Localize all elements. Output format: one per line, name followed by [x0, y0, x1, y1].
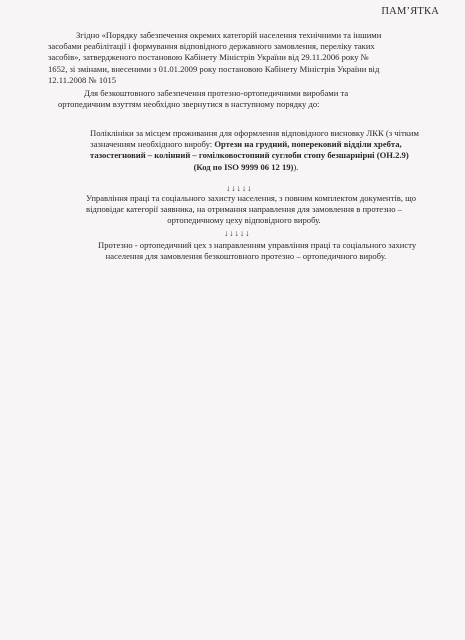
purpose-paragraph: [58, 88, 402, 110]
purpose-line: Для безкоштовного забезпечення протезно-ортопедичними виробами та: [84, 88, 349, 98]
step1-iso-code: (Код по ISO 9999 06 12 19): [193, 161, 294, 172]
step1-line: [90, 150, 409, 161]
step3-line: населення для замовлення безкоштовного протезно – ортопедичного виробу.: [105, 251, 387, 262]
intro-line: Згідно «Порядку забезпечення окремих категорій населення технічними та іншими: [76, 30, 382, 40]
intro-line: 1652, зі змінами, внесеними з 01.01.2009 року постановою Кабінету Міністрів України від: [48, 63, 380, 74]
step2-line: Управління праці та соціального захисту населення, з повним комплектом документів, що: [86, 193, 417, 203]
step1-device-name-cont: тазостегновий – колінний – гомілковостопний суглоби стопу безшарнірні (ОН.2.9): [90, 150, 409, 161]
step1-line: [90, 162, 402, 173]
down-arrows-icon: ↓↓↓↓↓: [224, 228, 251, 238]
intro-paragraph: [48, 30, 416, 86]
intro-line: засобів», затвердженого постановою Кабінету Міністрів України від 29.11.2006 року №: [48, 52, 369, 63]
step-social-protection: [86, 193, 417, 227]
purpose-line: ортопедичним взуттям необхідно звернутися в наступному порядку до:: [58, 99, 320, 110]
step1-prefix: зазначенням необхідного виробу:: [90, 139, 215, 150]
step1-line: Поліклініки за місцем проживання для оформлення відповідного висновку ЛКК (з чітким: [90, 128, 419, 138]
step2-line: ортопедичному цеху відповідного виробу.: [167, 215, 321, 226]
step1-device-name: Ортези на грудний, поперековий відділи хребта,: [214, 139, 402, 150]
step-orthopedic-workshop: [98, 240, 417, 262]
down-arrows-icon: ↓↓↓↓↓: [226, 183, 253, 193]
step1-line: [90, 139, 402, 150]
step-polyclinic: [90, 128, 419, 173]
step2-line: відповідає категорії заявника, на отримання направлення для замовлення в протезно –: [86, 204, 402, 215]
step3-line: Протезно - ортопедичний цех з направленням управління праці та соціального захисту: [98, 240, 417, 250]
step1-suffix: ).: [293, 161, 299, 172]
intro-line: 12.11.2008 № 1015: [48, 74, 117, 85]
document-title: ПАМ’ЯТКА: [381, 6, 439, 17]
intro-line: засобами реабілітації і формування відповідного державного замовлення, переліку таких: [48, 41, 375, 52]
